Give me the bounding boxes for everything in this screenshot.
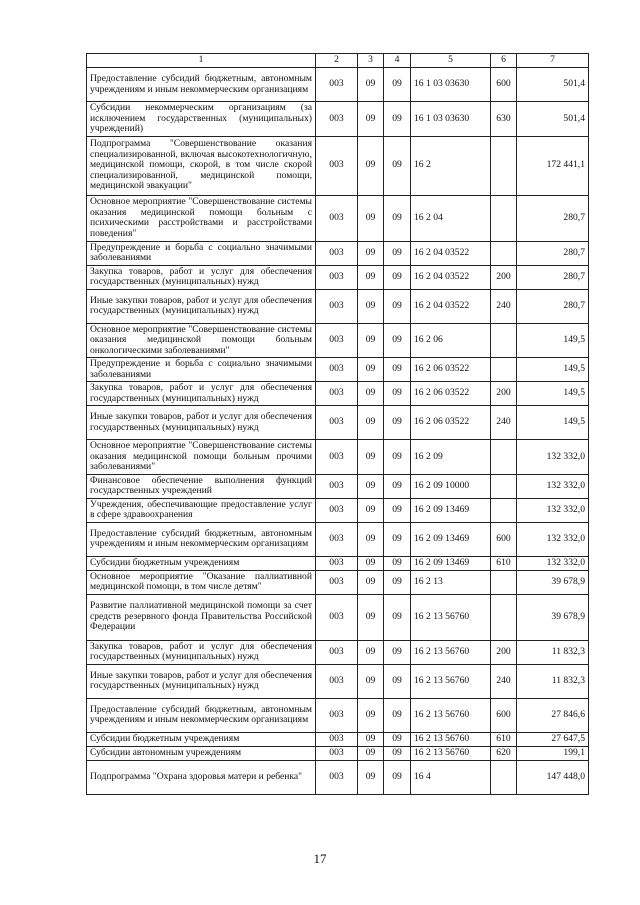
row-subsection: 09	[384, 136, 411, 195]
row-section: 09	[358, 406, 384, 440]
row-name: Финансовое обеспечение выполнения функций государственных учреждений	[87, 474, 316, 498]
row-subsection: 09	[384, 594, 411, 640]
row-expense-type	[491, 570, 517, 594]
row-section: 09	[358, 195, 384, 241]
row-target: 16 2 13	[411, 570, 491, 594]
row-subsection: 09	[384, 698, 411, 732]
row-subsection: 09	[384, 498, 411, 522]
table-row	[87, 440, 589, 475]
table-row	[87, 474, 589, 498]
row-amount: 11 832,3	[517, 640, 589, 664]
row-section: 09	[358, 698, 384, 732]
row-subsection: 09	[384, 522, 411, 556]
row-amount: 132 332,0	[517, 440, 589, 475]
row-name: Иные закупки товаров, работ и услуг для обеспечения государственных (муниципальных) нужд	[87, 289, 316, 323]
row-expense-type	[491, 474, 517, 498]
row-subsection: 09	[384, 241, 411, 265]
row-subsection: 09	[384, 474, 411, 498]
row-ministry: 003	[316, 746, 358, 760]
row-name: Основное мероприятие "Совершенствование системы оказания медицинской помощи больным с психическими расстройствами и расстройствами поведения"	[87, 195, 316, 241]
row-expense-type: 200	[491, 265, 517, 289]
row-ministry: 003	[316, 698, 358, 732]
row-amount: 149,5	[517, 382, 589, 406]
row-amount: 39 678,9	[517, 570, 589, 594]
table-row	[87, 241, 589, 265]
row-target: 16 2 13 56760	[411, 732, 491, 746]
table-row	[87, 358, 589, 382]
table-row	[87, 68, 589, 102]
header-row	[87, 54, 589, 68]
table-row	[87, 406, 589, 440]
row-amount: 11 832,3	[517, 664, 589, 698]
row-target: 16 2 06 03522	[411, 382, 491, 406]
row-ministry: 003	[316, 640, 358, 664]
row-subsection: 09	[384, 760, 411, 794]
row-target: 16 2 09 13469	[411, 556, 491, 570]
table-row	[87, 664, 589, 698]
row-expense-type: 200	[491, 640, 517, 664]
row-ministry: 003	[316, 136, 358, 195]
row-amount: 172 441,1	[517, 136, 589, 195]
row-amount: 199,1	[517, 746, 589, 760]
row-ministry: 003	[316, 241, 358, 265]
page-number: 17	[313, 851, 327, 866]
row-target: 16 2 13 56760	[411, 594, 491, 640]
row-expense-type	[491, 440, 517, 475]
col-header-5: 5	[411, 54, 491, 68]
row-expense-type	[491, 498, 517, 522]
row-ministry: 003	[316, 382, 358, 406]
row-subsection: 09	[384, 68, 411, 102]
row-subsection: 09	[384, 323, 411, 358]
row-section: 09	[358, 474, 384, 498]
row-name: Предупреждение и борьба с социально значимыми заболеваниями	[87, 241, 316, 265]
row-expense-type: 240	[491, 664, 517, 698]
col-header-3: 3	[358, 54, 384, 68]
row-amount: 147 448,0	[517, 760, 589, 794]
row-name: Субсидии бюджетным учреждениям	[87, 556, 316, 570]
row-ministry: 003	[316, 522, 358, 556]
row-name: Закупка товаров, работ и услуг для обеспечения государственных (муниципальных) нужд	[87, 382, 316, 406]
table-row	[87, 732, 589, 746]
row-name: Предоставление субсидий бюджетным, автономным учреждениям и иным некоммерческим организациям	[87, 522, 316, 556]
col-header-2: 2	[316, 54, 358, 68]
row-subsection: 09	[384, 746, 411, 760]
row-section: 09	[358, 241, 384, 265]
row-amount: 149,5	[517, 406, 589, 440]
row-name: Предоставление субсидий бюджетным, автономным учреждениям и иным некоммерческим организациям	[87, 68, 316, 102]
row-amount: 27 647,5	[517, 732, 589, 746]
row-expense-type	[491, 594, 517, 640]
row-ministry: 003	[316, 289, 358, 323]
col-header-4: 4	[384, 54, 411, 68]
row-expense-type: 600	[491, 522, 517, 556]
row-name: Закупка товаров, работ и услуг для обеспечения государственных (муниципальных) нужд	[87, 265, 316, 289]
row-ministry: 003	[316, 358, 358, 382]
table-row	[87, 522, 589, 556]
row-subsection: 09	[384, 195, 411, 241]
row-subsection: 09	[384, 732, 411, 746]
row-target: 16 2 13 56760	[411, 698, 491, 732]
row-expense-type: 240	[491, 406, 517, 440]
row-amount: 501,4	[517, 102, 589, 137]
table-row	[87, 136, 589, 195]
row-amount: 280,7	[517, 195, 589, 241]
row-expense-type: 600	[491, 698, 517, 732]
row-target: 16 2 13 56760	[411, 746, 491, 760]
row-amount: 501,4	[517, 68, 589, 102]
row-expense-type: 600	[491, 68, 517, 102]
row-section: 09	[358, 358, 384, 382]
row-subsection: 09	[384, 556, 411, 570]
row-subsection: 09	[384, 406, 411, 440]
row-name: Основное мероприятие "Оказание паллиативной медицинской помощи, в том числе детям"	[87, 570, 316, 594]
row-target: 16 2 09	[411, 440, 491, 475]
row-name: Основное мероприятие "Совершенствование системы оказания медицинской помощи больным онкологическими заболеваниями"	[87, 323, 316, 358]
row-subsection: 09	[384, 640, 411, 664]
row-section: 09	[358, 556, 384, 570]
row-ministry: 003	[316, 498, 358, 522]
table-body	[87, 68, 589, 795]
row-subsection: 09	[384, 289, 411, 323]
row-name: Основное мероприятие "Совершенствование системы оказания медицинской помощи больным прочими заболеваниями"	[87, 440, 316, 475]
row-ministry: 003	[316, 102, 358, 137]
row-section: 09	[358, 594, 384, 640]
row-expense-type: 630	[491, 102, 517, 137]
row-amount: 280,7	[517, 265, 589, 289]
table-row	[87, 640, 589, 664]
table-row	[87, 498, 589, 522]
row-target: 16 2 04 03522	[411, 289, 491, 323]
row-amount: 132 332,0	[517, 556, 589, 570]
row-amount: 149,5	[517, 358, 589, 382]
row-ministry: 003	[316, 556, 358, 570]
row-expense-type	[491, 136, 517, 195]
row-ministry: 003	[316, 440, 358, 475]
table-row	[87, 760, 589, 794]
row-target: 16 4	[411, 760, 491, 794]
row-ministry: 003	[316, 68, 358, 102]
row-name: Субсидии бюджетным учреждениям	[87, 732, 316, 746]
row-amount: 132 332,0	[517, 498, 589, 522]
row-target: 16 2 06 03522	[411, 406, 491, 440]
row-subsection: 09	[384, 265, 411, 289]
table-row	[87, 289, 589, 323]
row-target: 16 2 06	[411, 323, 491, 358]
row-name: Учреждения, обеспечивающие предоставление услуг в сфере здравоохранения	[87, 498, 316, 522]
row-amount: 149,5	[517, 323, 589, 358]
row-ministry: 003	[316, 570, 358, 594]
col-header-7: 7	[517, 54, 589, 68]
row-section: 09	[358, 68, 384, 102]
row-ministry: 003	[316, 323, 358, 358]
row-target: 16 2	[411, 136, 491, 195]
row-name: Развитие паллиативной медицинской помощи за счет средств резервного фонда Правительства Российской Федерации	[87, 594, 316, 640]
row-section: 09	[358, 289, 384, 323]
row-amount: 132 332,0	[517, 474, 589, 498]
row-expense-type: 610	[491, 732, 517, 746]
row-subsection: 09	[384, 664, 411, 698]
row-section: 09	[358, 732, 384, 746]
budget-table	[86, 53, 589, 795]
row-ministry: 003	[316, 732, 358, 746]
row-section: 09	[358, 102, 384, 137]
row-expense-type: 200	[491, 382, 517, 406]
row-section: 09	[358, 664, 384, 698]
row-subsection: 09	[384, 440, 411, 475]
row-amount: 27 846,6	[517, 698, 589, 732]
row-section: 09	[358, 522, 384, 556]
table-row	[87, 265, 589, 289]
row-section: 09	[358, 746, 384, 760]
table-row	[87, 594, 589, 640]
row-name: Подпрограмма "Охрана здоровья матери и ребенка"	[87, 760, 316, 794]
row-target: 16 2 09 13469	[411, 522, 491, 556]
row-amount: 132 332,0	[517, 522, 589, 556]
row-expense-type: 240	[491, 289, 517, 323]
row-target: 16 2 04	[411, 195, 491, 241]
row-name: Предупреждение и борьба с социально значимыми заболеваниями	[87, 358, 316, 382]
row-section: 09	[358, 760, 384, 794]
row-expense-type	[491, 358, 517, 382]
table-row	[87, 570, 589, 594]
row-name: Закупка товаров, работ и услуг для обеспечения государственных (муниципальных) нужд	[87, 640, 316, 664]
row-subsection: 09	[384, 102, 411, 137]
row-target: 16 2 13 56760	[411, 640, 491, 664]
col-header-6: 6	[491, 54, 517, 68]
table-row	[87, 382, 589, 406]
row-name: Предоставление субсидий бюджетным, автономным учреждениям и иным некоммерческим организациям	[87, 698, 316, 732]
col-header-1: 1	[87, 54, 316, 68]
row-ministry: 003	[316, 760, 358, 794]
row-target: 16 2 09 10000	[411, 474, 491, 498]
row-name: Субсидии автономным учреждениям	[87, 746, 316, 760]
row-ministry: 003	[316, 195, 358, 241]
row-subsection: 09	[384, 570, 411, 594]
row-amount: 280,7	[517, 241, 589, 265]
row-target: 16 2 13 56760	[411, 664, 491, 698]
row-section: 09	[358, 382, 384, 406]
table-row	[87, 195, 589, 241]
row-target: 16 2 09 13469	[411, 498, 491, 522]
row-ministry: 003	[316, 474, 358, 498]
row-name: Подпрограмма "Совершенствование оказания специализированной, включая высокотехнологичную, медицинской помощи, скорой, в том числе скорой специализированной, медицинской помощи, медицинской эвакуации"	[87, 136, 316, 195]
row-ministry: 003	[316, 406, 358, 440]
row-name: Иные закупки товаров, работ и услуг для обеспечения государственных (муниципальных) нужд	[87, 406, 316, 440]
table-row	[87, 698, 589, 732]
table-row	[87, 323, 589, 358]
row-target: 16 1 03 03630	[411, 68, 491, 102]
row-section: 09	[358, 440, 384, 475]
row-ministry: 003	[316, 265, 358, 289]
row-amount: 280,7	[517, 289, 589, 323]
row-ministry: 003	[316, 664, 358, 698]
row-expense-type	[491, 760, 517, 794]
row-section: 09	[358, 323, 384, 358]
row-target: 16 2 04 03522	[411, 265, 491, 289]
table-row	[87, 746, 589, 760]
row-section: 09	[358, 570, 384, 594]
table-row	[87, 102, 589, 137]
row-section: 09	[358, 640, 384, 664]
row-expense-type	[491, 323, 517, 358]
row-section: 09	[358, 498, 384, 522]
row-section: 09	[358, 265, 384, 289]
row-section: 09	[358, 136, 384, 195]
row-target: 16 1 03 03630	[411, 102, 491, 137]
row-name: Иные закупки товаров, работ и услуг для обеспечения государственных (муниципальных) нужд	[87, 664, 316, 698]
row-expense-type: 610	[491, 556, 517, 570]
budget-sheet	[86, 53, 589, 795]
row-expense-type: 620	[491, 746, 517, 760]
row-target: 16 2 04 03522	[411, 241, 491, 265]
row-amount: 39 678,9	[517, 594, 589, 640]
row-subsection: 09	[384, 358, 411, 382]
row-name: Субсидии некоммерческим организациям (за исключением государственных (муниципальных) учреждений)	[87, 102, 316, 137]
row-expense-type	[491, 195, 517, 241]
table-row	[87, 556, 589, 570]
row-ministry: 003	[316, 594, 358, 640]
row-subsection: 09	[384, 382, 411, 406]
row-target: 16 2 06 03522	[411, 358, 491, 382]
row-expense-type	[491, 241, 517, 265]
